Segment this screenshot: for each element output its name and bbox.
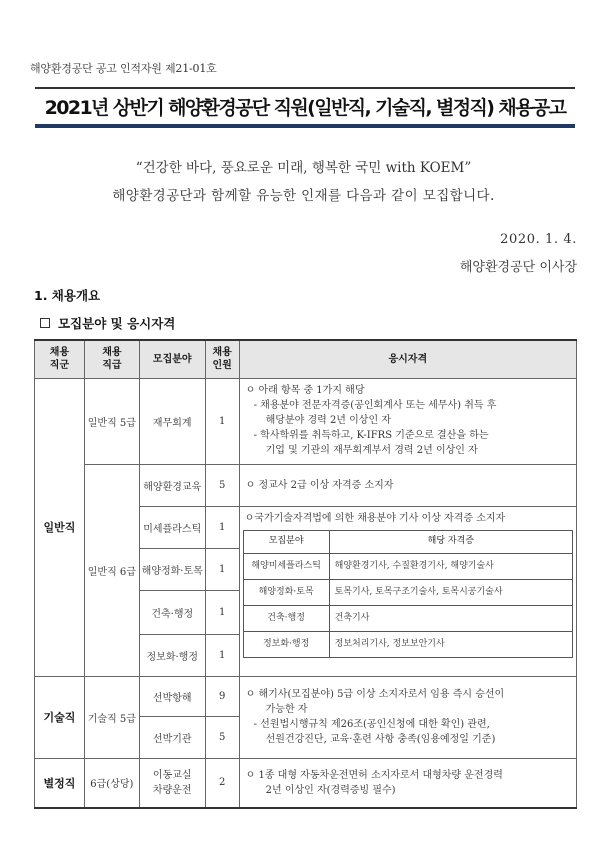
table-row	[35, 676, 577, 716]
count-cell: 1	[205, 378, 239, 464]
grade-cell: 일반직 5급	[84, 378, 139, 464]
field-cell: 건축·행정	[139, 590, 205, 634]
subsection-title-text: 모집분야 및 응시자격	[58, 316, 176, 331]
field-cell: 선박기관	[139, 716, 205, 758]
header-grade: 채용 직급	[84, 340, 139, 378]
count-cell: 5	[205, 464, 239, 506]
field-cell: 해양환경교육	[139, 464, 205, 506]
field-cell: 이동교실 차량운전	[139, 758, 205, 808]
header-count: 채용 인원	[205, 340, 239, 378]
slogan: “건강한 바다, 풍요로운 미래, 행복한 국민 with KOEM”	[135, 160, 472, 176]
field-cell: 정보화·행정	[139, 634, 205, 676]
page-title: 2021년 상반기 해양환경공단 직원(일반직, 기술직, 별정직) 채용공고	[44, 97, 566, 119]
qualification-cell: ㅇ국가기술자격법에 의한 채용분야 기사 이상 자격증 소지자 모집분야 해당 자격증 해양미세플라스틱 해양환경기사, 수질환경기사, 해양기술사 해양정화·토목 토목기사, 토목구조기술사, 토목시공기술사 건축·행정 건축기사 정보화·행정 정보처리기사, 정보보안기사	[239, 506, 576, 676]
field-cell: 선박항해	[139, 676, 205, 716]
title-box	[35, 87, 575, 128]
notice-number: 해양환경공단 공고 인적자원 제21-01호	[30, 62, 217, 75]
recruitment-table	[34, 339, 577, 809]
notice-date: 2020. 1. 4.	[500, 232, 577, 247]
category-special: 별정직	[35, 758, 85, 808]
count-cell: 1	[205, 506, 239, 548]
qualification-cell: ㅇ 1종 대형 자동차운전면허 소지자로서 대형차량 운전경력 2년 이상인 자(경력증빙 필수)	[239, 758, 576, 808]
table-row	[35, 378, 577, 464]
field-cell: 해양정화·토목	[139, 548, 205, 590]
table-header-row	[35, 340, 577, 378]
grade-cell: 6급(상당)	[84, 758, 139, 808]
count-cell: 1	[205, 590, 239, 634]
qualification-cell: ㅇ 해기사(모집분야) 5급 이상 소지자로서 임용 즉시 승선이 가능한 자 - 선원법시행규칙 제26조(공인신청에 대한 확인) 관련, 선원건강진단, 교육·훈련 사항 충족(임용예정일 기준)	[239, 676, 576, 758]
table-row	[35, 758, 577, 808]
issuer: 해양환경공단 이사장	[459, 260, 577, 275]
table-row	[35, 464, 577, 506]
subsection-title	[40, 314, 175, 332]
section-title: 1. 채용개요	[34, 288, 101, 303]
field-cell: 미세플라스틱	[139, 506, 205, 548]
certificate-row: 해양미세플라스틱 해양환경기사, 수질환경기사, 해양기술사	[243, 553, 572, 579]
count-cell: 5	[205, 716, 239, 758]
header-field: 모집분야	[139, 340, 205, 378]
field-cell: 재무회계	[139, 378, 205, 464]
header-category: 채용 직군	[35, 340, 85, 378]
category-technical: 기술직	[35, 676, 85, 758]
count-cell: 1	[205, 548, 239, 590]
certificate-header-row	[243, 530, 572, 553]
count-cell: 1	[205, 634, 239, 676]
count-cell: 2	[205, 758, 239, 808]
qualification-cell: ㅇ 정교사 2급 이상 자격증 소지자	[239, 464, 576, 506]
grade-cell: 기술직 5급	[84, 676, 139, 758]
certificate-row: 정보화·행정 정보처리기사, 정보보안기사	[243, 631, 572, 657]
certificate-header-cert: 해당 자격증	[329, 530, 572, 553]
certificate-header-field: 모집분야	[243, 530, 329, 553]
checkbox-square-icon	[40, 318, 50, 328]
certificate-row: 건축·행정 건축기사	[243, 605, 572, 631]
header-qualification: 응시자격	[239, 340, 576, 378]
qualification-cell: ㅇ 아래 항목 중 1가지 해당 - 채용분야 전문자격증(공인회계사 또는 세무사) 취득 후 해당분야 경력 2년 이상인 자 - 학사학위를 취득하고, K-IFRS 기준으로 결산을 하는 기업 및 기관의 재무회계부서 경력 2년 이상인 자	[239, 378, 576, 464]
grade-cell: 일반직 6급	[84, 464, 139, 676]
count-cell: 9	[205, 676, 239, 716]
intro-text: 해양환경공단과 함께할 유능한 인재를 다음과 같이 모집합니다.	[112, 188, 495, 204]
category-general: 일반직	[35, 378, 85, 676]
certificate-table	[243, 530, 573, 658]
certificate-row: 해양정화·토목 토목기사, 토목구조기술사, 토목시공기술사	[243, 579, 572, 605]
